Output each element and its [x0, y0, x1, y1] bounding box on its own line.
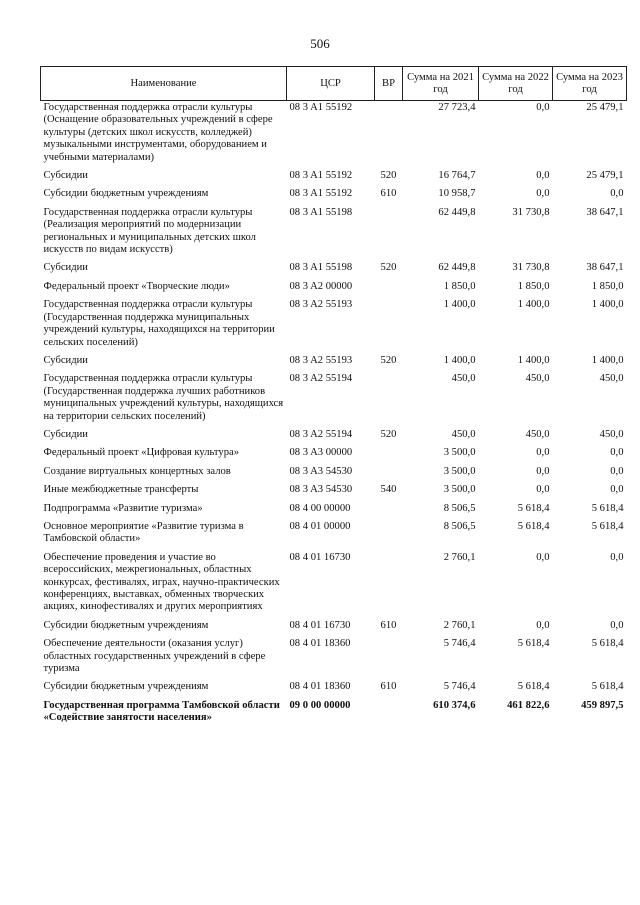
cell-sum-2022: 0,0	[536, 465, 550, 477]
table-row	[41, 372, 627, 428]
cell-sum-2022: 0,0	[536, 170, 550, 182]
cell-vr	[375, 699, 403, 730]
cell-csr: 08 3 A2 55193	[289, 354, 353, 366]
cell-sum-2022: 0,0	[536, 551, 550, 563]
cell-vr	[375, 206, 403, 262]
table-row	[41, 169, 627, 187]
table-body	[41, 101, 627, 730]
cell-sum-2021: 16 764,7	[438, 170, 476, 182]
cell-sum-2023: 5 618,4	[591, 638, 624, 650]
cell-name: Создание виртуальных концертных залов	[43, 465, 231, 477]
cell-csr: 08 4 01 00000	[289, 520, 351, 532]
cell-csr: 08 3 A3 54530	[289, 484, 353, 496]
cell-csr: 08 3 A2 00000	[289, 280, 353, 292]
cell-name: Государственная поддержка отрасли культуры (Государственная поддержка муниципальных учреждений культуры, находящихся на территории сельских поселений)	[43, 299, 275, 348]
cell-vr: 610	[380, 681, 397, 693]
cell-sum-2021: 3 500,0	[443, 465, 476, 477]
cell-name: Субсидии	[43, 354, 88, 366]
budget-table	[40, 66, 627, 730]
table-row	[41, 680, 627, 698]
cell-sum-2022: 1 850,0	[517, 280, 550, 292]
cell-sum-2023: 5 618,4	[591, 520, 624, 532]
cell-vr	[375, 446, 403, 464]
cell-csr: 09 0 00 00000	[289, 699, 351, 711]
table-row	[41, 520, 627, 551]
cell-sum-2022: 5 618,4	[517, 520, 550, 532]
cell-sum-2021: 3 500,0	[443, 447, 476, 459]
table-row	[41, 619, 627, 637]
cell-csr: 08 3 A3 00000	[289, 447, 353, 459]
table-row	[41, 187, 627, 205]
cell-sum-2022: 0,0	[536, 484, 550, 496]
header-sum-2023: Сумма на 2023 год	[553, 67, 627, 101]
cell-name: Подпрограмма «Развитие туризма»	[43, 502, 203, 514]
cell-csr: 08 3 A1 55198	[289, 262, 353, 274]
cell-name: Субсидии	[43, 428, 88, 440]
cell-sum-2021: 450,0	[451, 373, 476, 385]
cell-csr: 08 4 01 16730	[289, 551, 351, 563]
header-sum-2021: Сумма на 2021 год	[403, 67, 479, 101]
cell-csr: 08 3 A2 55193	[289, 299, 353, 311]
table-row	[41, 637, 627, 680]
cell-vr	[375, 372, 403, 428]
cell-sum-2022: 450,0	[525, 428, 550, 440]
cell-sum-2023: 25 479,1	[586, 170, 624, 182]
cell-sum-2022: 1 400,0	[517, 354, 550, 366]
cell-csr: 08 3 A1 55192	[289, 102, 353, 113]
cell-name: Государственная поддержка отрасли культуры (Реализация мероприятий по модернизации региональных и муниципальных детских школ искусств по видам искусств)	[43, 206, 256, 256]
cell-sum-2022: 1 400,0	[517, 299, 550, 311]
cell-sum-2021: 2 760,1	[443, 619, 476, 631]
cell-sum-2022: 0,0	[536, 188, 550, 200]
cell-csr: 08 3 A2 55194	[289, 373, 353, 385]
cell-name: Субсидии бюджетным учреждениям	[43, 619, 209, 631]
table-row	[41, 465, 627, 483]
cell-sum-2023: 38 647,1	[586, 206, 624, 218]
cell-vr: 520	[380, 428, 397, 440]
cell-sum-2022: 5 618,4	[517, 681, 550, 693]
cell-csr: 08 4 01 16730	[289, 619, 351, 631]
table-row	[41, 280, 627, 298]
cell-sum-2023: 1 400,0	[591, 354, 624, 366]
cell-vr	[375, 280, 403, 298]
cell-sum-2021: 27 723,4	[438, 102, 476, 113]
cell-sum-2023: 25 479,1	[586, 102, 624, 113]
cell-name: Субсидии	[43, 262, 88, 274]
header-vr: ВР	[375, 67, 403, 101]
cell-vr: 520	[380, 262, 397, 274]
cell-name: Государственная программа Тамбовской области «Содействие занятости населения»	[43, 699, 280, 724]
cell-sum-2023: 459 897,5	[581, 699, 624, 711]
cell-sum-2023: 5 618,4	[591, 681, 624, 693]
cell-sum-2021: 450,0	[451, 428, 476, 440]
table-row	[41, 502, 627, 520]
cell-vr	[375, 502, 403, 520]
cell-sum-2023: 38 647,1	[586, 262, 624, 274]
cell-sum-2022: 0,0	[536, 447, 550, 459]
cell-sum-2021: 8 506,5	[443, 520, 476, 532]
cell-sum-2023: 5 618,4	[591, 502, 624, 514]
cell-sum-2023: 1 400,0	[591, 299, 624, 311]
table-header-row	[41, 67, 627, 101]
header-sum-2022: Сумма на 2022 год	[479, 67, 553, 101]
cell-sum-2023: 0,0	[610, 484, 624, 496]
header-name: Наименование	[41, 67, 287, 101]
cell-vr	[375, 298, 403, 354]
cell-vr: 520	[380, 170, 397, 182]
cell-csr: 08 3 A2 55194	[289, 428, 353, 440]
cell-name: Субсидии бюджетным учреждениям	[43, 681, 209, 693]
cell-sum-2023: 0,0	[610, 447, 624, 459]
cell-sum-2022: 450,0	[525, 373, 550, 385]
cell-sum-2023: 450,0	[599, 428, 624, 440]
cell-name: Субсидии бюджетным учреждениям	[43, 188, 209, 200]
cell-csr: 08 4 01 18360	[289, 638, 351, 650]
cell-sum-2021: 1 400,0	[443, 354, 476, 366]
table-row	[41, 206, 627, 262]
cell-sum-2022: 5 618,4	[517, 638, 550, 650]
cell-sum-2023: 1 850,0	[591, 280, 624, 292]
table-row	[41, 446, 627, 464]
cell-name: Федеральный проект «Цифровая культура»	[43, 447, 240, 459]
cell-name: Государственная поддержка отрасли культуры (Государственная поддержка лучших работников муниципальных учреждений культуры, находящихся на территории сельских поселений)	[43, 373, 284, 422]
cell-name: Основное мероприятие «Развитие туризма в Тамбовской области»	[43, 520, 244, 545]
cell-sum-2021: 62 449,8	[438, 206, 476, 218]
cell-sum-2023: 0,0	[610, 551, 624, 563]
cell-sum-2021: 8 506,5	[443, 502, 476, 514]
cell-csr: 08 4 00 00000	[289, 502, 351, 514]
cell-sum-2021: 10 958,7	[438, 188, 476, 200]
cell-name: Иные межбюджетные трансферты	[43, 484, 199, 496]
cell-csr: 08 3 A3 54530	[289, 465, 353, 477]
table-row	[41, 428, 627, 446]
table-row	[41, 354, 627, 372]
table-row	[41, 483, 627, 501]
cell-sum-2023: 0,0	[610, 619, 624, 631]
cell-vr: 610	[380, 188, 397, 200]
cell-vr	[375, 551, 403, 619]
table-row	[41, 101, 627, 170]
cell-sum-2022: 5 618,4	[517, 502, 550, 514]
cell-csr: 08 4 01 18360	[289, 681, 351, 693]
cell-name: Федеральный проект «Творческие люди»	[43, 280, 230, 292]
cell-vr	[375, 465, 403, 483]
cell-sum-2021: 2 760,1	[443, 551, 476, 563]
cell-sum-2021: 3 500,0	[443, 484, 476, 496]
cell-vr	[375, 520, 403, 551]
cell-sum-2022: 0,0	[536, 102, 550, 113]
table-row	[41, 551, 627, 619]
cell-vr: 610	[380, 619, 397, 631]
cell-sum-2021: 1 850,0	[443, 280, 476, 292]
cell-csr: 08 3 A1 55198	[289, 206, 353, 218]
table-row	[41, 261, 627, 279]
page-number: 506	[310, 36, 330, 51]
cell-sum-2021: 1 400,0	[443, 299, 476, 311]
cell-vr: 520	[380, 354, 397, 366]
cell-vr: 540	[380, 484, 397, 496]
cell-sum-2022: 31 730,8	[512, 206, 550, 218]
cell-csr: 08 3 A1 55192	[289, 170, 353, 182]
header-csr: ЦСР	[287, 67, 375, 101]
cell-sum-2023: 0,0	[610, 465, 624, 477]
cell-sum-2022: 461 822,6	[507, 699, 550, 711]
cell-name: Обеспечение проведения и участие во всероссийских, межрегиональных, областных конкурсах, фестивалях, играх, научно-практических конференциях, выставках, обменных творческих акциях, кинофестивалях и других мероприятиях	[43, 551, 280, 613]
cell-vr	[375, 101, 403, 170]
table-row	[41, 298, 627, 354]
cell-name: Государственная поддержка отрасли культуры (Оснащение образовательных учреждений в сфере культуры (детских школ искусств, колледжей) музыкальными инструментами, оборудованием и учебными материалами)	[43, 102, 273, 163]
cell-sum-2022: 0,0	[536, 619, 550, 631]
table-row	[41, 699, 627, 730]
cell-csr: 08 3 A1 55192	[289, 188, 353, 200]
cell-sum-2021: 610 374,6	[433, 699, 476, 711]
cell-vr	[375, 637, 403, 680]
cell-sum-2021: 5 746,4	[443, 638, 476, 650]
cell-sum-2023: 0,0	[610, 188, 624, 200]
cell-sum-2022: 31 730,8	[512, 262, 550, 274]
cell-sum-2021: 62 449,8	[438, 262, 476, 274]
cell-name: Субсидии	[43, 170, 88, 182]
cell-sum-2021: 5 746,4	[443, 681, 476, 693]
cell-sum-2023: 450,0	[599, 373, 624, 385]
cell-name: Обеспечение деятельности (оказания услуг) областных государственных учреждений в сфере туризма	[43, 638, 266, 675]
